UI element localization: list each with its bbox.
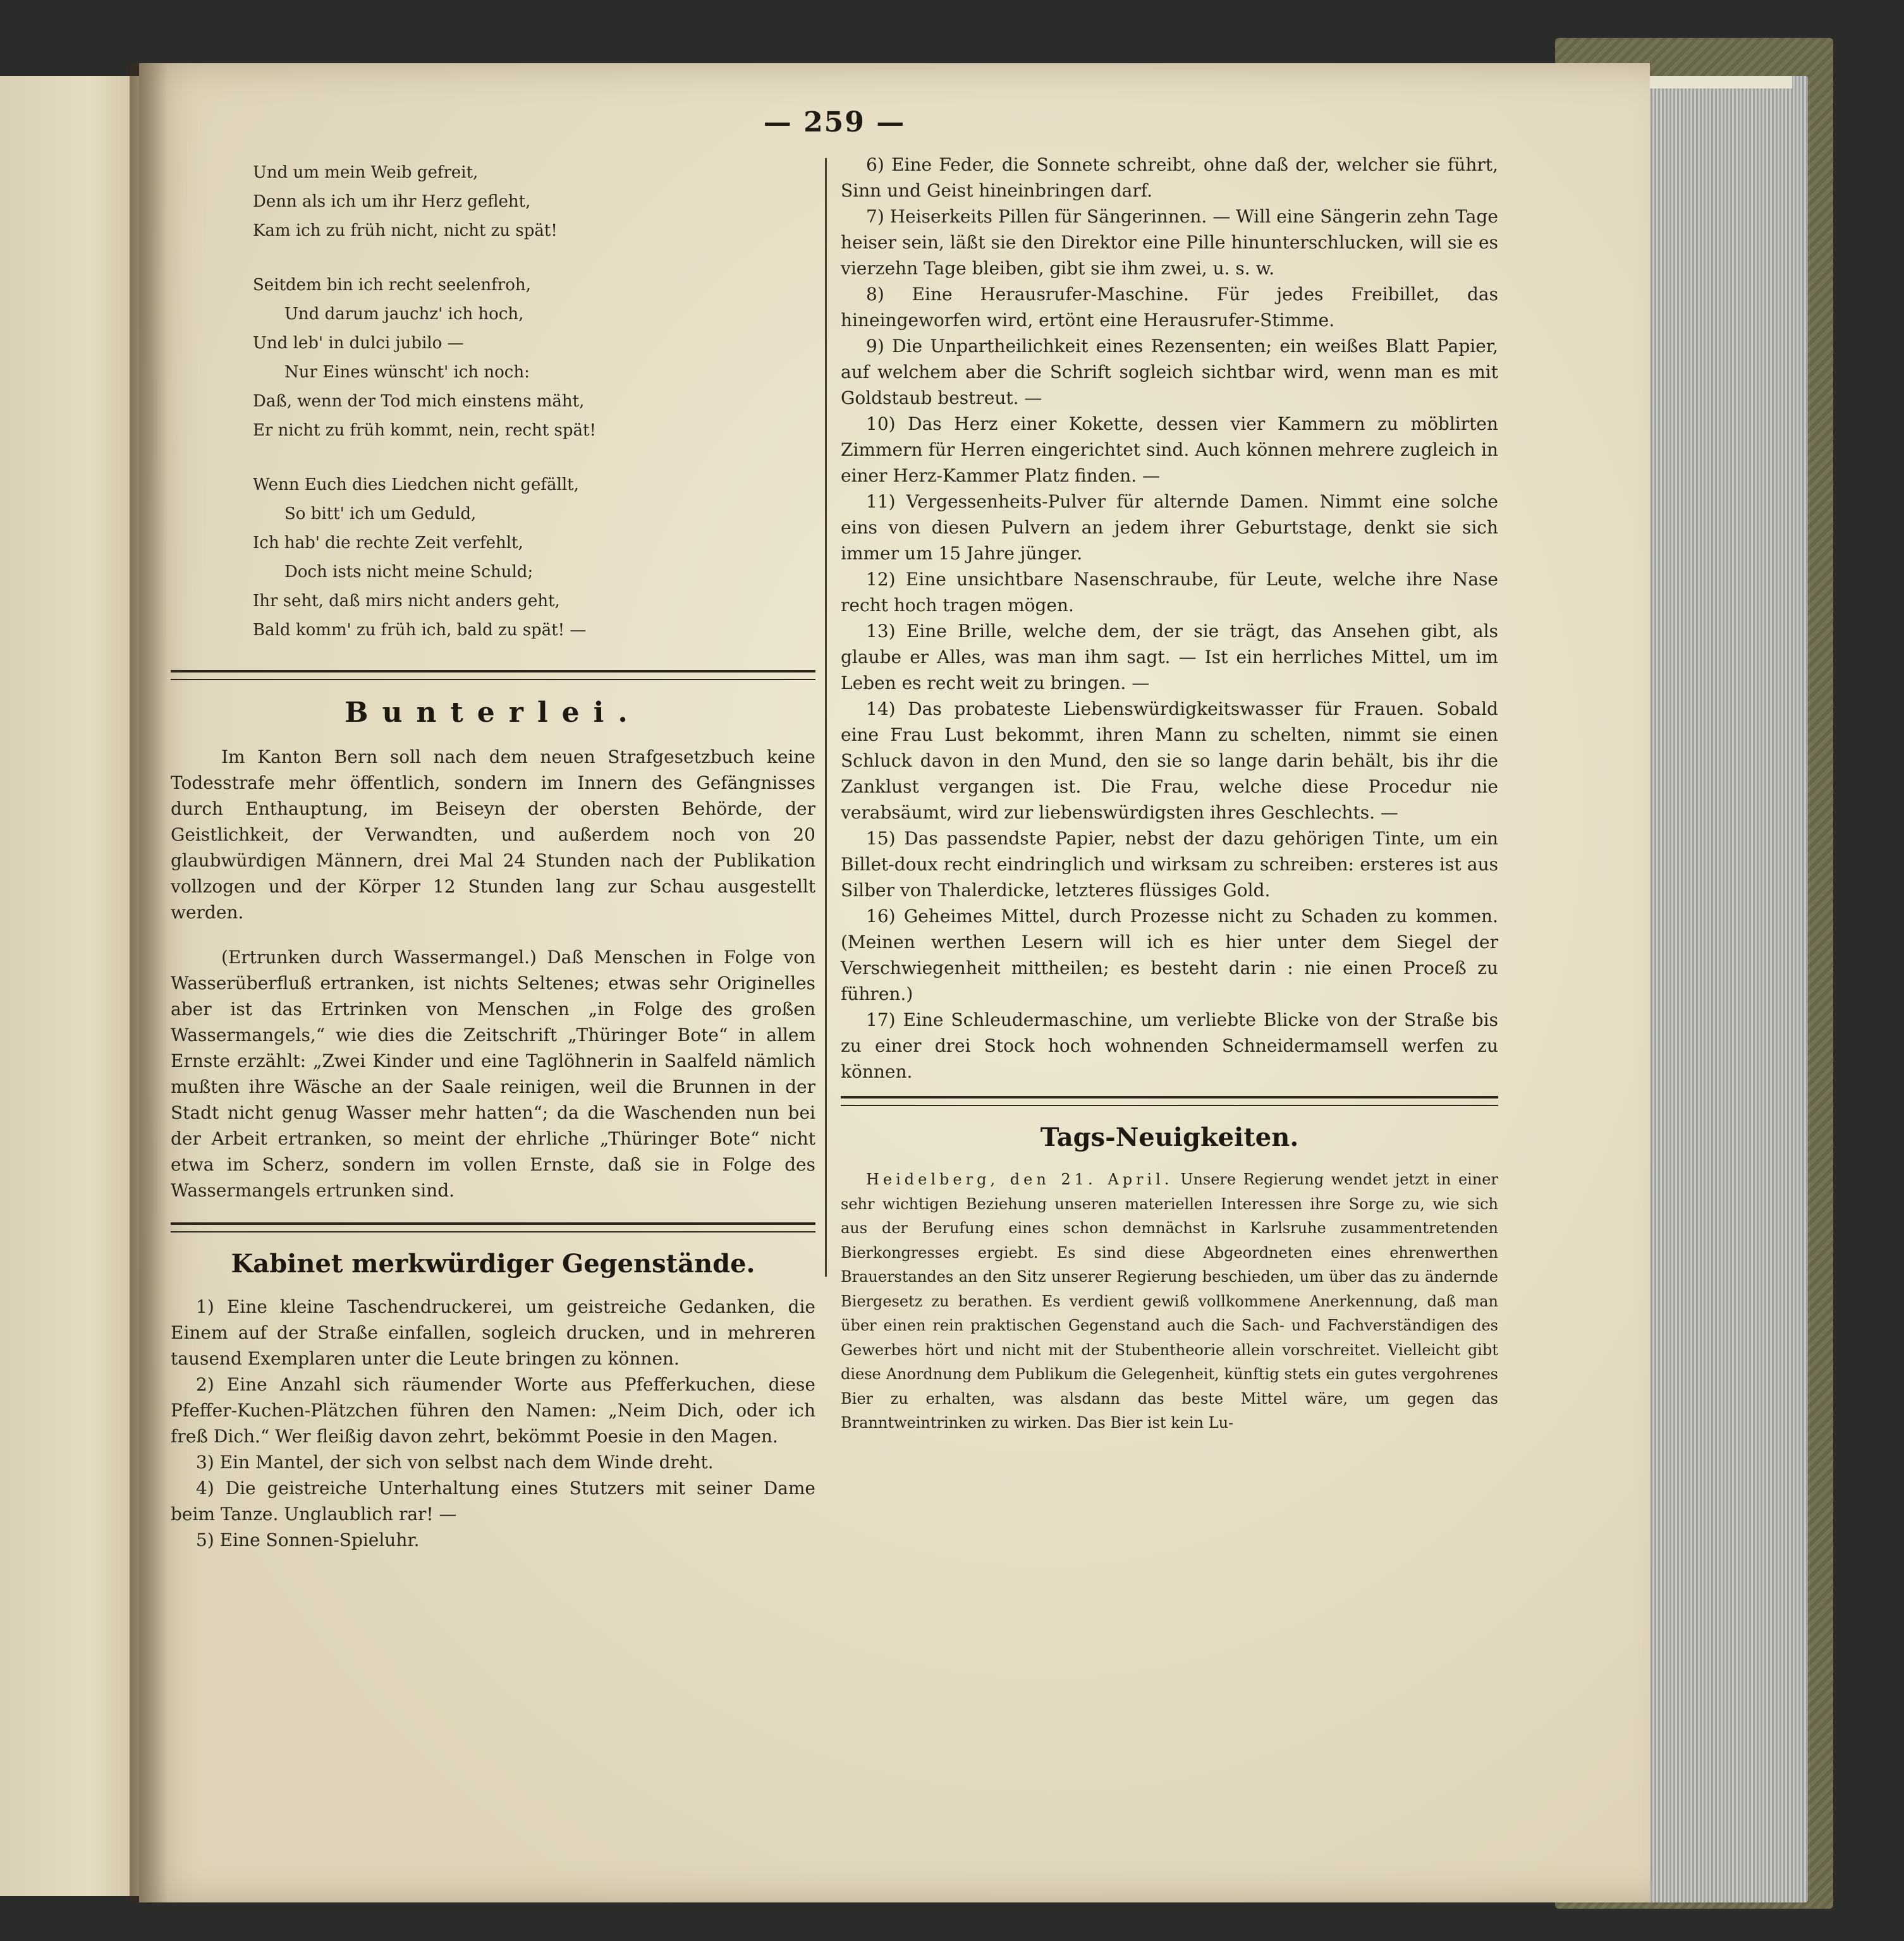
kabinet-list <box>171 1294 815 1553</box>
list-item: 5) Eine Sonnen-Spieluhr. <box>196 1530 420 1550</box>
list-item: 3) Ein Mantel, der sich von selbst nach dem Winde dreht. <box>196 1452 714 1473</box>
poem-stanza <box>253 470 815 645</box>
poem-line: Und leb' in dulci jubilo — <box>253 334 464 353</box>
poem-line: Er nicht zu früh kommt, nein, recht spät! <box>253 421 596 440</box>
list-item: 8) Eine Herausrufer-Maschine. Für jedes Freibillet, das hineingeworfen wird, ertönt eine Herausrufer-Stimme. <box>841 284 1498 331</box>
list-item: 7) Heiserkeits Pillen für Sängerinnen. — Will eine Sängerin zehn Tage heiser sein, läßt sie den Direktor eine Pille hinunterschlucken, will sie es vierzehn Tage bleiben, gibt sie ihm zwei, u. s. w. <box>841 206 1498 279</box>
list-item: 1) Eine kleine Taschendruckerei, um geistreiche Gedanken, die Einem auf der Straße einfallen, sogleich drucken, und in mehreren tausend Exemplaren unter die Leute bringen zu können. <box>171 1296 815 1369</box>
list-item: 6) Eine Feder, die Sonnete schreibt, ohne daß der, welcher sie führt, Sinn und Geist hineinbringen darf. <box>841 154 1498 201</box>
list-item: 16) Geheimes Mittel, durch Prozesse nicht zu Schaden zu kommen. (Meinen werthen Lesern will ich es hier unter dem Siegel der Verschwiegenheit mittheilen; es besteht darin : nie einen Proceß zu führen.) <box>841 906 1498 1004</box>
section-rule <box>171 670 815 680</box>
news-text: Unsere Regierung wendet jetzt in einer sehr wichtigen Beziehung unseren materiellen Interessen ihre Sorge zu, wie sich aus der Berufung eines schon demnächst in Karlsruhe zusammentretenden Bierkongresses ergiebt. Es sind diese Abgeordneten eines ehrenwerthen Brauerstandes an den Sitz unserer Regierung beschieden, um über das zu ändernde Biergesetz zu berathen. Es verdient gewiß vollkommene Anerkennung, daß man über einen rein praktischen Gegenstand auch die Sach- und Fachverständigen des Gewerbes hört und nicht mit der Stubentheorie allein vorschreitet. Vielleicht gibt diese Anordnung dem Publikum die Gelegenheit, künftig stets ein gutes vergohrenes Bier zu erhalten, was alsdann das beste Mittel wäre, um gegen das Branntweintrinken zu wirken. Das Bier ist kein Lu- <box>841 1171 1498 1432</box>
left-column <box>171 158 815 1553</box>
poem-line: Ich hab' die rechte Zeit verfehlt, <box>253 533 523 552</box>
column-divider <box>825 158 827 1277</box>
section-title-news: Tags-Neuigkeiten. <box>1040 1123 1299 1152</box>
poem-stanza <box>253 158 815 245</box>
list-item: 13) Eine Brille, welche dem, der sie trägt, das Ansehen gibt, als glaube er Alles, was man ihm sagt. — Ist ein herrliches Mittel, um im Leben es recht weit zu bringen. — <box>841 621 1498 693</box>
section-rule <box>171 1222 815 1232</box>
poem-line: Denn als ich um ihr Herz gefleht, <box>253 192 531 211</box>
list-item: 11) Vergessenheits-Pulver für alternde Damen. Nimmt eine solche eins von diesen Pulvern an jedem ihrer Geburtstage, denkt sie sich immer um 15 Jahre jünger. <box>841 491 1498 564</box>
list-item: 2) Eine Anzahl sich räumender Worte aus Pfefferkuchen, diese Pfeffer-Kuchen-Plätzchen führen den Namen: „Neim Dich, oder ich freß Dich.“ Wer fleißig davon zehrt, bekömmt Poesie in den Magen. <box>171 1374 815 1447</box>
list-item: 10) Das Herz einer Kokette, dessen vier Kammern zu möblirten Zimmern für Herren eingerichtet sind. Auch können mehrere zugleich in einer Herz-Kammer Platz finden. — <box>841 413 1498 486</box>
section-rule <box>841 1096 1498 1106</box>
poem-line: Und darum jauchz' ich hoch, <box>284 305 524 324</box>
poem-line: Bald komm' zu früh ich, bald zu spät! — <box>253 621 587 640</box>
poem <box>253 158 815 645</box>
kabinet-list-continued <box>841 152 1498 1085</box>
poem-line: Daß, wenn der Tod mich einstens mäht, <box>253 392 585 411</box>
poem-line: Seitdem bin ich recht seelenfroh, <box>253 276 531 295</box>
news-dateline: Heidelberg, den 21. April. <box>866 1171 1173 1188</box>
paragraph: Im Kanton Bern soll nach dem neuen Strafgesetzbuch keine Todesstrafe mehr öffentlich, sondern im Innern des Gefängnisses durch Enthauptung, im Beiseyn der obersten Behörde, der Geistlichkeit, der Verwandten, und außerdem noch von 20 glaubwürdigen Männern, drei Mal 24 Stunden nach der Publikation vollzogen und der Körper 12 Stunden lang zur Schau ausgestellt werden. <box>171 746 815 923</box>
list-item: 12) Eine unsichtbare Nasenschraube, für Leute, welche ihre Nase recht hoch tragen mögen. <box>841 569 1498 616</box>
list-item: 14) Das probateste Liebenswürdigkeitswasser für Frauen. Sobald eine Frau Lust bekommt, ihren Mann zu schelten, nimmt sie einen Schluck davon in den Mund, den sie so lange darin behält, bis ihr die Zanklust vergangen ist. Die Frau, welche diese Procedur nie verabsäumt, wird zur liebenswürdigsten ihres Geschlechts. — <box>841 698 1498 823</box>
list-item: 15) Das passendste Papier, nebst der dazu gehörigen Tinte, um ein Billet-doux recht eindringlich und wirksam zu schreiben: ersteres ist aus Silber von Thalerdicke, letzteres flüssiges Gold. <box>841 828 1498 901</box>
poem-line: Und um mein Weib gefreit, <box>253 163 479 182</box>
section-title-bunterlei: Bunterlei. <box>345 697 642 729</box>
page-block-top <box>1628 76 1792 88</box>
poem-line: Doch ists nicht meine Schuld; <box>284 563 534 581</box>
poem-line: Wenn Euch dies Liedchen nicht gefällt, <box>253 475 579 494</box>
list-item: 9) Die Unpartheilichkeit eines Rezensenten; ein weißes Blatt Papier, auf welchem aber die Schrift sogleich sichtbar wird, wenn man es mit Goldstaub bestreut. — <box>841 336 1498 408</box>
list-item: 17) Eine Schleudermaschine, um verliebte Blicke von der Straße bis zu einer drei Stock hoch wohnenden Schneidermamsell werfen zu können. <box>841 1009 1498 1082</box>
poem-line: Kam ich zu früh nicht, nicht zu spät! <box>253 221 558 240</box>
paragraph: (Ertrunken durch Wassermangel.) Daß Menschen in Folge von Wasserüberfluß ertranken, ist nichts Seltenes; etwas sehr Originelles aber ist das Ertrinken von Menschen „in Folge des großen Wassermangels,“ wie dies die Zeitschrift „Thüringer Bote“ in allem Ernste erzählt: „Zwei Kinder und eine Taglöhnerin in Saalfeld nämlich mußten ihre Wäsche an der Saale reinigen, weil die Brunnen in der Stadt nicht genug Wasser mehr hatten“; da die Waschenden nun bei der Arbeit ertranken, so meint der ehrliche „Thüringer Bote“ nicht etwa im Scherz, sondern im vollen Ernste, daß sie in Folge des Wassermangels ertrunken sind. <box>171 947 815 1201</box>
poem-stanza <box>253 271 815 445</box>
section-title-kabinet: Kabinet merkwürdiger Gegenstände. <box>231 1249 755 1279</box>
poem-line: Ihr seht, daß mirs nicht anders geht, <box>253 592 560 611</box>
bunterlei-body <box>171 744 815 1203</box>
gutter-shadow <box>130 63 168 1902</box>
list-item: 4) Die geistreiche Unterhaltung eines Stutzers mit seiner Dame beim Tanze. Unglaublich rar! — <box>171 1478 815 1524</box>
poem-line: Nur Eines wünscht' ich noch: <box>284 363 530 382</box>
poem-line: So bitt' ich um Geduld, <box>284 504 477 523</box>
page-number: — 259 — <box>763 106 906 138</box>
news-article <box>841 1167 1498 1435</box>
right-column <box>841 152 1498 1435</box>
